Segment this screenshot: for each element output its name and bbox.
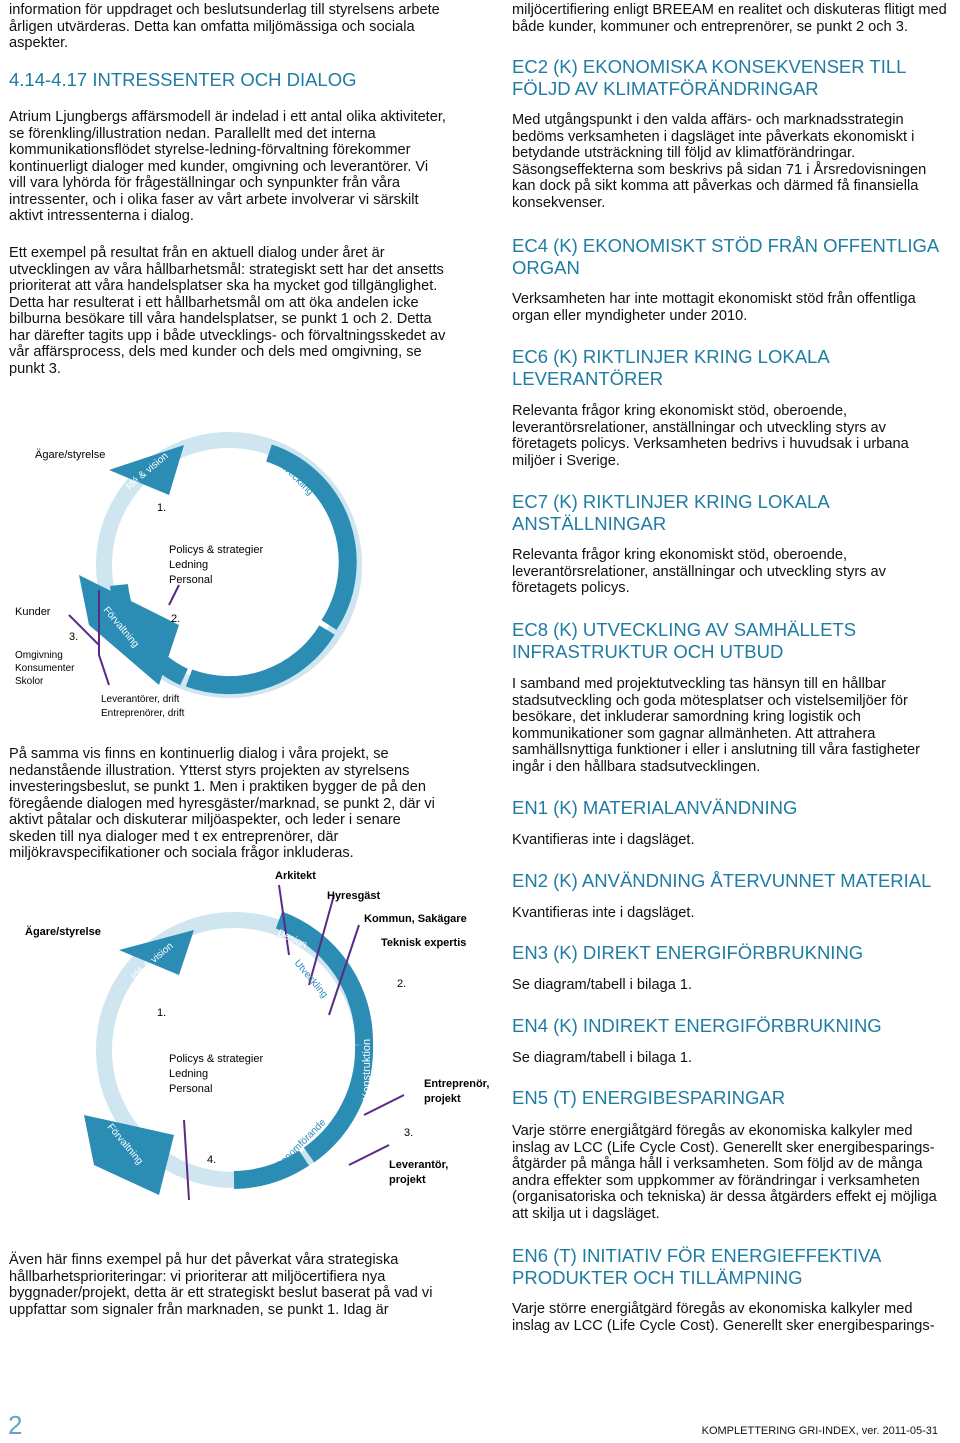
point-4-label: 4. [207, 1154, 217, 1166]
omgivning-label-3: Skolor [15, 676, 44, 687]
entreprenor-label-1: Entreprenör, [424, 1078, 489, 1090]
purple-arrow-leverantor [349, 1145, 389, 1165]
paragraph-ec8: I samband med projektutveckling tas hänsyn till en hållbar stadsutveckling och goda mötesplatser och vistelsemiljöer för besökare, det inkluderar samordning kring logistik och kommunikationer som gagnar allmänheten. Att attrahera samhällsnyttiga funktioner i eller i anslutning till våra fastigheter ingår i den hållbara stadsutvecklingen. [512, 676, 921, 775]
entreprenad-label: Entreprenad [281, 1188, 337, 1218]
paragraph-affarsmodell: Atrium Ljungbergs affärsmodell är indelad i ett antal olika aktiviteter, se förenkling/illustration nedan. Parallellt med det interna kommunikationsflödet styrelse-ledning-förvaltning förekommer kontinuerligt dialoger med kunder, omgivning och leverantörer. Vi vill vara lyhörda för frågeställningar och synpunkter från våra intressenter, och i olika faser av vårt arbete involverar vi särskilt aktivt intressenterna i dialog. [9, 109, 446, 224]
policy-label-1: Policys & strategier [169, 544, 264, 556]
heading-en5: EN5 (T) ENERGIBESPARINGAR [512, 1087, 786, 1108]
paragraph-en6: Varje större energiåtgärd föregås av ekonomiska kalkyler med inslag av LCC (Life Cycle Cost). Generellt sker energibesparings- [512, 1301, 935, 1334]
purple-arrow-center [169, 585, 179, 605]
heading-en4: EN4 (K) INDIREKT ENERGIFÖRBRUKNING [512, 1015, 882, 1036]
arc-utveckling [269, 453, 348, 625]
ide-vision-label: Idé & vision [123, 450, 171, 493]
business-model-diagram [9, 425, 449, 725]
paragraph-ec4: Verksamheten har inte mottagit ekonomiskt stöd från offentliga organ eller myndigheter under 2010. [512, 291, 916, 324]
arc-entreprenad [234, 1158, 304, 1180]
leverantor-label-2: projekt [389, 1174, 426, 1186]
paragraph-ec2: Med utgångspunkt i den valda affärs- och marknadsstrategin bedöms verksamheten i dagsläget inte påverkats ekonomiskt i betydande utsträckning till följd av klimatförändringar. Säsongseffekterna som beskrivs på sidan 71 i Årsredovisningen kan dock på sikt komma att påverkas och därmed få finansiella konsekvenser. [512, 112, 927, 211]
forvaltning-label: Förvaltning [104, 1121, 145, 1167]
policy-label-1: Policys & strategier [169, 1053, 264, 1065]
heading-ec6: EC6 (K) RIKTLINJER KRING LOKALA LEVERANTÖRER [512, 346, 829, 389]
kunder-label: Kunder [15, 606, 51, 618]
genomforande-label: Genomförande [273, 1117, 329, 1173]
paragraph-en4: Se diagram/tabell i bilaga 1. [512, 1050, 693, 1066]
point-3-label: 3. [404, 1127, 414, 1139]
paragraph-ec6: Relevanta frågor kring ekonomiskt stöd, oberoende, leverantörsrelationer, anställningar och utveckling styrs av företagets policys. Verksamheten bedrivs i huvudsak i urbana miljöer i Sverige. [512, 403, 909, 469]
paragraph-en5: Varje större energiåtgärd föregås av ekonomiska kalkyler med inslag av LCC (Life Cycle Cost). Generellt sker energibesparings-åtgärder på många håll i verksamheten. Som följd av de många andra effekter som uppkommer av förändringar i verksamheten (organisatoriska och tekniska) är dessa åtgärders effekt ej möjliga att skilja ut i dagsläget. [512, 1123, 937, 1222]
forvaltning-label: Förvaltning [100, 604, 141, 650]
kommun-label: Kommun, Sakägare [364, 913, 467, 925]
paragraph-aven-har: Även här finns exempel på hur det påverkat våra strategiska hållbarhetsprioriteringar: vi prioriterar att miljöcertifiera nya byggnader/projekt, detta är ett strategiskt beslut baserat på vad vi uppfattar som signaler från marknaden, se punkt 1. Idag är [9, 1252, 433, 1318]
entreprenor-label-2: projekt [424, 1093, 461, 1105]
genomforande-label: Genomförande [271, 602, 327, 658]
teknisk-label: Teknisk expertis [381, 937, 467, 949]
heading-ec2: EC2 (K) EKONOMISKA KONSEKVENSER TILL FÖLJD AV KLIMATFÖRÄNDRINGAR [512, 56, 906, 99]
arc-konstruktion [309, 1045, 364, 1155]
point-2-label: 2. [397, 978, 407, 990]
omgivning-label-1: Omgivning [15, 650, 63, 661]
heading-en2: EN2 (K) ANVÄNDNING ÅTERVUNNET MATERIAL [512, 870, 932, 891]
section-heading-intressenter: 4.14-4.17 INTRESSENTER OCH DIALOG [9, 69, 357, 90]
heading-ec7: EC7 (K) RIKTLINJER KRING LOKALA ANSTÄLLNINGAR [512, 491, 829, 534]
utveckling-label: Utveckling [274, 457, 316, 498]
policy-label-3: Personal [169, 574, 213, 586]
paragraph-ec7: Relevanta frågor kring ekonomiskt stöd, oberoende, leverantörsrelationer, anställningar och utveckling styrs av företagets policys. [512, 547, 886, 596]
leverantorer-label-2: Entreprenörer, drift [101, 708, 185, 719]
point-1-label: 1. [157, 1007, 167, 1019]
paragraph-projekt: På samma vis finns en kontinuerlig dialog i våra projekt, se nedanstående illustration. Ytterst styrs projekten av styrelsens investeringsbeslut, se punkt 1. Men i praktiken bygger de på den föregående dialogen med hyresgäster/marknad, se punkt 2, där vi aktivt påtalar och diskuterar miljöaspekter, och leder i senare skeden till nya dialoger med t ex entreprenörer, där miljökravspecifikationer och sociala frågor inkluderas. [9, 746, 435, 861]
paragraph-breeam: miljöcertifiering enligt BREEAM en realitet och diskuteras flitigt med både kunder, kommuner och entreprenörer, se punkt 2 och 3. [512, 2, 947, 35]
omgivning-label-2: Konsumenter [15, 663, 75, 674]
heading-ec4: EC4 (K) EKONOMISKT STÖD FRÅN OFFENTLIGA ORGAN [512, 235, 939, 278]
project-dialog-diagram [9, 865, 489, 1245]
ide-vision-label: Idé & vision [128, 940, 176, 983]
page-number: 2 [8, 1410, 23, 1440]
utveckling-label: Utveckling [291, 957, 330, 1001]
konstruktion-label: Konstruktion [361, 1038, 373, 1100]
leverantor-label-1: Leverantör, [389, 1159, 449, 1171]
hyresgast-label: Hyresgäst [327, 890, 381, 902]
heading-en1: EN1 (K) MATERIALANVÄNDNING [512, 797, 798, 818]
heading-en6: EN6 (T) INITIATIV FÖR ENERGIEFFEKTIVA PRODUKTER OCH TILLÄMPNING [512, 1245, 881, 1288]
design-label: Design [275, 927, 309, 951]
heading-en3: EN3 (K) DIREKT ENERGIFÖRBRUKNING [512, 942, 864, 963]
paragraph-en1: Kvantifieras inte i dagsläget. [512, 832, 695, 848]
paragraph-exempel: Ett exempel på resultat från en aktuell dialog under året är utvecklingen av våra hållbarhetsmål: strategiskt sett har det ansetts prioriterat att våra handelsplatser ska ha mycket god tillgänglighet. Detta har resulterat i ett hållbarhetsmål om att öka andelen icke bilburna besökare till våra handelsplatser, se punkt 1 och 2. Detta har därefter tagits upp i både utvecklings- och förvaltningsskedet av vår affärsprocess, dels med kunder och dels med omgivning, se punkt 3. [9, 245, 446, 377]
point-3-label: 3. [69, 631, 79, 643]
arkitekt-label: Arkitekt [275, 870, 316, 882]
owner-label: Ägare/styrelse [25, 926, 101, 938]
paragraph-en3: Se diagram/tabell i bilaga 1. [512, 977, 693, 993]
point-2-label: 2. [171, 613, 181, 625]
leverantorer-label-1: Leverantörer, drift [101, 694, 180, 705]
policy-label-2: Ledning [169, 1068, 209, 1080]
policy-label-3: Personal [169, 1083, 213, 1095]
heading-ec8: EC8 (K) UTVECKLING AV SAMHÄLLETS INFRASTRUKTUR OCH UTBUD [512, 619, 857, 662]
paragraph-en2: Kvantifieras inte i dagsläget. [512, 905, 695, 921]
purple-arrow-center [184, 1120, 189, 1200]
point-1-label: 1. [157, 502, 167, 514]
footer-title: KOMPLETTERING GRI-INDEX, ver. 2011-05-31 [701, 1425, 938, 1437]
owner-label: Ägare/styrelse [35, 449, 106, 461]
arc-genomforande [189, 630, 327, 685]
policy-label-2: Ledning [169, 559, 209, 571]
intro-paragraph: information för uppdraget och beslutsunderlag till styrelsens arbete årligen utvärderas. Detta kan omfatta miljömässiga och sociala aspekter. [9, 2, 440, 51]
